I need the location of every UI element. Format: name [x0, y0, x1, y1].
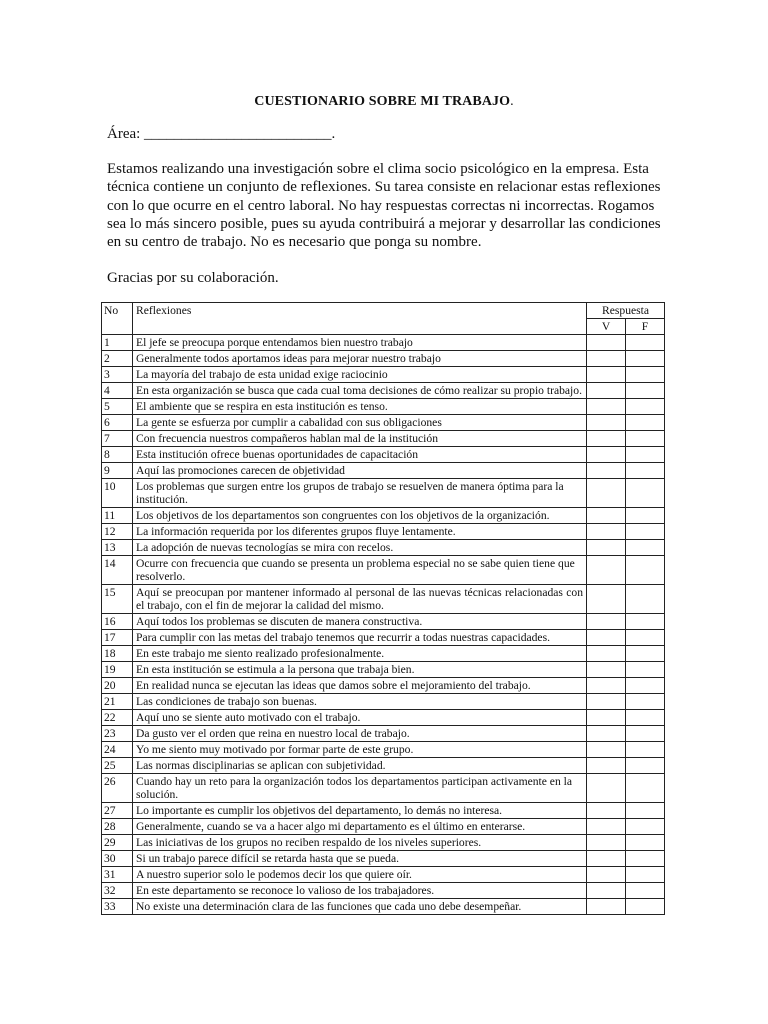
answer-v-cell[interactable]: [587, 540, 626, 556]
row-reflection: Las normas disciplinarias se aplican con subjetividad.: [133, 758, 587, 774]
table-row: [102, 524, 665, 540]
table-row: [102, 585, 665, 614]
row-number: 27: [102, 803, 133, 819]
row-number: 10: [102, 479, 133, 508]
answer-f-cell[interactable]: [626, 335, 665, 351]
answer-v-cell[interactable]: [587, 835, 626, 851]
answer-v-cell[interactable]: [587, 819, 626, 835]
answer-v-cell[interactable]: [587, 585, 626, 614]
table-row: [102, 646, 665, 662]
row-number: 12: [102, 524, 133, 540]
row-number: 13: [102, 540, 133, 556]
answer-v-cell[interactable]: [587, 710, 626, 726]
table-row: [102, 899, 665, 915]
row-number: 9: [102, 463, 133, 479]
table-row: [102, 614, 665, 630]
row-reflection: Lo importante es cumplir los objetivos del departamento, lo demás no interesa.: [133, 803, 587, 819]
answer-v-cell[interactable]: [587, 678, 626, 694]
row-number: 21: [102, 694, 133, 710]
row-number: 7: [102, 431, 133, 447]
answer-v-cell[interactable]: [587, 758, 626, 774]
answer-v-cell[interactable]: [587, 883, 626, 899]
answer-f-cell[interactable]: [626, 662, 665, 678]
row-reflection: Aquí todos los problemas se discuten de manera constructiva.: [133, 614, 587, 630]
row-reflection: En realidad nunca se ejecutan las ideas que damos sobre el mejoramiento del trabajo.: [133, 678, 587, 694]
row-reflection: Da gusto ver el orden que reina en nuestro local de trabajo.: [133, 726, 587, 742]
answer-f-cell[interactable]: [626, 351, 665, 367]
table-row: [102, 883, 665, 899]
answer-v-cell[interactable]: [587, 630, 626, 646]
answer-f-cell[interactable]: [626, 431, 665, 447]
table-row: [102, 383, 665, 399]
answer-f-cell[interactable]: [626, 556, 665, 585]
table-row: [102, 630, 665, 646]
answer-v-cell[interactable]: [587, 803, 626, 819]
header-v: V: [587, 319, 626, 335]
answer-f-cell[interactable]: [626, 803, 665, 819]
table-row: [102, 415, 665, 431]
row-reflection: Las iniciativas de los grupos no reciben respaldo de los niveles superiores.: [133, 835, 587, 851]
row-number: 2: [102, 351, 133, 367]
row-number: 32: [102, 883, 133, 899]
table-row: [102, 556, 665, 585]
row-number: 11: [102, 508, 133, 524]
answer-v-cell[interactable]: [587, 726, 626, 742]
row-reflection: Cuando hay un reto para la organización todos los departamentos participan activamente en la solución.: [133, 774, 587, 803]
row-reflection: El jefe se preocupa porque entendamos bien nuestro trabajo: [133, 335, 587, 351]
row-reflection: Aquí las promociones carecen de objetividad: [133, 463, 587, 479]
table-row: [102, 335, 665, 351]
answer-f-cell[interactable]: [626, 614, 665, 630]
row-number: 25: [102, 758, 133, 774]
answer-f-cell[interactable]: [626, 742, 665, 758]
questionnaire-table: [101, 302, 665, 915]
row-reflection: Ocurre con frecuencia que cuando se presenta un problema especial no se sabe quien tiene que resolverlo.: [133, 556, 587, 585]
row-reflection: La adopción de nuevas tecnologías se mira con recelos.: [133, 540, 587, 556]
row-reflection: La mayoría del trabajo de esta unidad exige raciocinio: [133, 367, 587, 383]
thanks-line: Gracias por su colaboración.: [107, 270, 279, 286]
answer-v-cell[interactable]: [587, 662, 626, 678]
row-number: 33: [102, 899, 133, 915]
row-reflection: Los objetivos de los departamentos son congruentes con los objetivos de la organización.: [133, 508, 587, 524]
answer-v-cell[interactable]: [587, 742, 626, 758]
answer-f-cell[interactable]: [626, 524, 665, 540]
answer-v-cell[interactable]: [587, 646, 626, 662]
answer-f-cell[interactable]: [626, 726, 665, 742]
table-row: [102, 463, 665, 479]
answer-v-cell[interactable]: [587, 479, 626, 508]
answer-f-cell[interactable]: [626, 758, 665, 774]
table-row: [102, 758, 665, 774]
row-reflection: Aquí uno se siente auto motivado con el trabajo.: [133, 710, 587, 726]
table-row: [102, 774, 665, 803]
row-reflection: Con frecuencia nuestros compañeros hablan mal de la institución: [133, 431, 587, 447]
row-number: 29: [102, 835, 133, 851]
answer-f-cell[interactable]: [626, 646, 665, 662]
answer-f-cell[interactable]: [626, 415, 665, 431]
answer-f-cell[interactable]: [626, 383, 665, 399]
intro-paragraph: Estamos realizando una investigación sobre el clima socio psicológico en la empresa. Esta técnica contiene un conjunto de reflexiones. Su tarea consiste en relacionar estas reflexiones con lo que ocurre en el centro laboral. No hay respuestas correctas ni incorrectas. Rogamos sea lo más sincero posible, pues su ayuda contribuirá a mejorar y desarrollar las condiciones en su centro de trabajo. No es necesario que ponga su nombre.: [107, 161, 661, 251]
questionnaire-body: [102, 335, 665, 915]
row-reflection: La gente se esfuerza por cumplir a cabalidad con sus obligaciones: [133, 415, 587, 431]
answer-f-cell[interactable]: [626, 774, 665, 803]
row-number: 18: [102, 646, 133, 662]
table-row: [102, 835, 665, 851]
answer-v-cell[interactable]: [587, 463, 626, 479]
table-row: [102, 851, 665, 867]
row-reflection: En esta institución se estimula a la persona que trabaja bien.: [133, 662, 587, 678]
answer-f-cell[interactable]: [626, 851, 665, 867]
area-field-line: Área: _________________________.: [107, 126, 336, 142]
table-row: [102, 508, 665, 524]
answer-v-cell[interactable]: [587, 399, 626, 415]
row-reflection: Los problemas que surgen entre los grupos de trabajo se resuelven de manera óptima para la institución.: [133, 479, 587, 508]
answer-v-cell[interactable]: [587, 415, 626, 431]
row-number: 15: [102, 585, 133, 614]
answer-v-cell[interactable]: [587, 556, 626, 585]
header-no: No: [102, 303, 133, 335]
row-number: 17: [102, 630, 133, 646]
table-row: [102, 726, 665, 742]
table-row: [102, 678, 665, 694]
row-number: 30: [102, 851, 133, 867]
table-row: [102, 710, 665, 726]
header-respuesta: Respuesta: [587, 303, 665, 319]
row-reflection: En este trabajo me siento realizado profesionalmente.: [133, 646, 587, 662]
answer-v-cell[interactable]: [587, 899, 626, 915]
answer-v-cell[interactable]: [587, 351, 626, 367]
row-number: 22: [102, 710, 133, 726]
row-number: 24: [102, 742, 133, 758]
row-reflection: Generalmente, cuando se va a hacer algo mi departamento es el último en enterarse.: [133, 819, 587, 835]
answer-f-cell[interactable]: [626, 479, 665, 508]
table-row: [102, 662, 665, 678]
row-reflection: Yo me siento muy motivado por formar parte de este grupo.: [133, 742, 587, 758]
row-number: 14: [102, 556, 133, 585]
answer-f-cell[interactable]: [626, 710, 665, 726]
row-reflection: El ambiente que se respira en esta institución es tenso.: [133, 399, 587, 415]
document-title-period: .: [510, 94, 514, 109]
answer-v-cell[interactable]: [587, 383, 626, 399]
answer-f-cell[interactable]: [626, 694, 665, 710]
header-f: F: [626, 319, 665, 335]
table-row: [102, 867, 665, 883]
answer-f-cell[interactable]: [626, 883, 665, 899]
table-row: [102, 819, 665, 835]
row-number: 16: [102, 614, 133, 630]
row-number: 31: [102, 867, 133, 883]
answer-f-cell[interactable]: [626, 678, 665, 694]
row-reflection: Generalmente todos aportamos ideas para mejorar nuestro trabajo: [133, 351, 587, 367]
answer-v-cell[interactable]: [587, 367, 626, 383]
row-number: 28: [102, 819, 133, 835]
answer-f-cell[interactable]: [626, 540, 665, 556]
row-reflection: Si un trabajo parece difícil se retarda hasta que se pueda.: [133, 851, 587, 867]
header-reflexiones: Reflexiones: [133, 303, 587, 335]
table-row: [102, 694, 665, 710]
answer-f-cell[interactable]: [626, 867, 665, 883]
row-number: 3: [102, 367, 133, 383]
row-reflection: En esta organización se busca que cada cual toma decisiones de cómo realizar su propio trabajo.: [133, 383, 587, 399]
answer-f-cell[interactable]: [626, 508, 665, 524]
document-title: [0, 94, 768, 110]
row-number: 5: [102, 399, 133, 415]
row-number: 20: [102, 678, 133, 694]
row-reflection: Para cumplir con las metas del trabajo tenemos que recurrir a todas nuestras capacidades.: [133, 630, 587, 646]
row-number: 26: [102, 774, 133, 803]
row-number: 19: [102, 662, 133, 678]
row-reflection: A nuestro superior solo le podemos decir los que quiere oír.: [133, 867, 587, 883]
answer-f-cell[interactable]: [626, 819, 665, 835]
answer-v-cell[interactable]: [587, 508, 626, 524]
answer-f-cell[interactable]: [626, 399, 665, 415]
table-row: [102, 479, 665, 508]
row-reflection: No existe una determinación clara de las funciones que cada uno debe desempeñar.: [133, 899, 587, 915]
row-number: 4: [102, 383, 133, 399]
row-number: 1: [102, 335, 133, 351]
row-reflection: La información requerida por los diferentes grupos fluye lentamente.: [133, 524, 587, 540]
table-row: [102, 399, 665, 415]
row-number: 23: [102, 726, 133, 742]
answer-v-cell[interactable]: [587, 335, 626, 351]
answer-v-cell[interactable]: [587, 524, 626, 540]
answer-v-cell[interactable]: [587, 431, 626, 447]
answer-v-cell[interactable]: [587, 694, 626, 710]
answer-f-cell[interactable]: [626, 367, 665, 383]
row-reflection: Aquí se preocupan por mantener informado al personal de las nuevas técnicas relacionadas con el trabajo, con el fin de mejorar la calidad del mismo.: [133, 585, 587, 614]
table-row: [102, 351, 665, 367]
row-reflection: Esta institución ofrece buenas oportunidades de capacitación: [133, 447, 587, 463]
answer-f-cell[interactable]: [626, 585, 665, 614]
table-row: [102, 367, 665, 383]
document-title-text: CUESTIONARIO SOBRE MI TRABAJO: [254, 94, 511, 109]
row-number: 8: [102, 447, 133, 463]
answer-f-cell[interactable]: [626, 630, 665, 646]
answer-f-cell[interactable]: [626, 835, 665, 851]
table-row: [102, 431, 665, 447]
row-reflection: En este departamento se reconoce lo valioso de los trabajadores.: [133, 883, 587, 899]
row-reflection: Las condiciones de trabajo son buenas.: [133, 694, 587, 710]
answer-v-cell[interactable]: [587, 774, 626, 803]
table-header-row: [102, 303, 665, 319]
answer-f-cell[interactable]: [626, 447, 665, 463]
answer-f-cell[interactable]: [626, 899, 665, 915]
answer-v-cell[interactable]: [587, 614, 626, 630]
answer-v-cell[interactable]: [587, 447, 626, 463]
table-row: [102, 540, 665, 556]
answer-v-cell[interactable]: [587, 851, 626, 867]
answer-v-cell[interactable]: [587, 867, 626, 883]
answer-f-cell[interactable]: [626, 463, 665, 479]
table-row: [102, 803, 665, 819]
table-row: [102, 447, 665, 463]
table-row: [102, 742, 665, 758]
row-number: 6: [102, 415, 133, 431]
